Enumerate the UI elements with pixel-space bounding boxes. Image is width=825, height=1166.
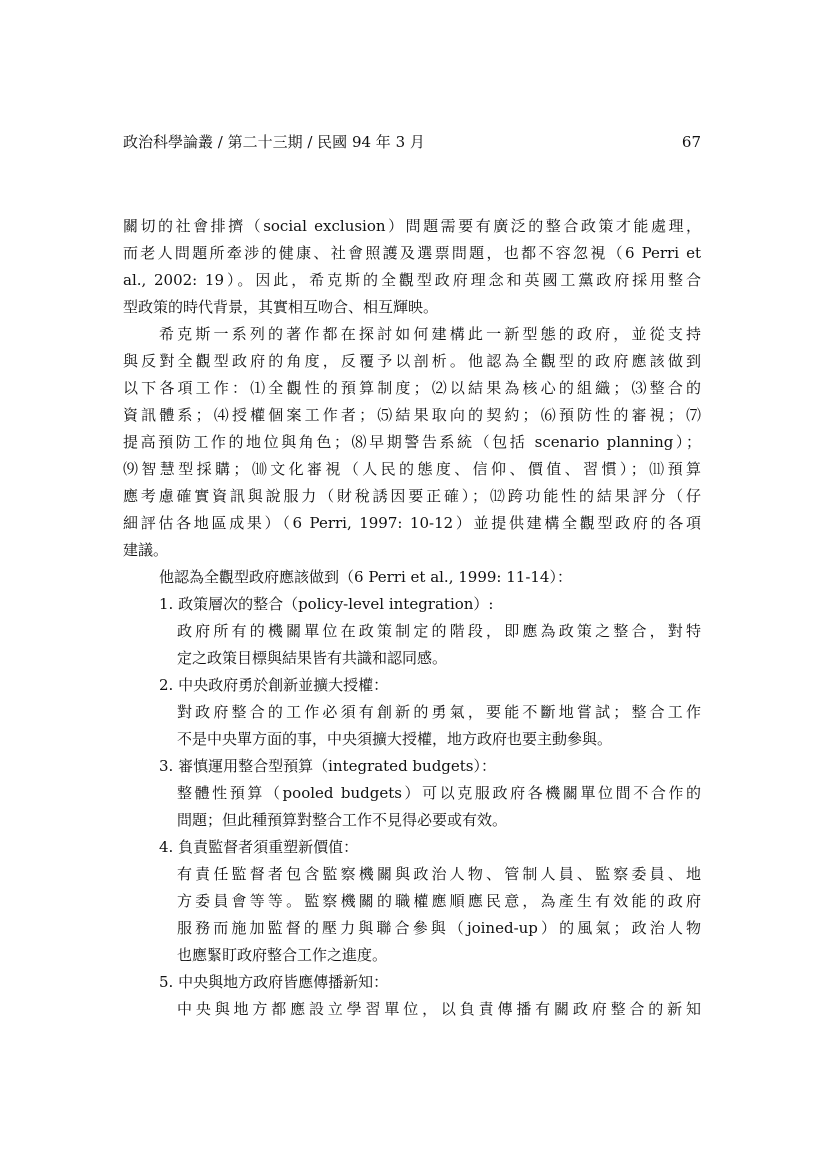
text-line: al., 2002: 19）。因此，希克斯的全觀型政府理念和英國工黨政府採用整合 — [123, 271, 701, 289]
text-line: 以下各項工作：⑴全觀性的預算制度；⑵以結果為核心的組織；⑶整合的 — [123, 379, 701, 397]
body-text — [123, 213, 701, 1023]
text-line: 服務而施加監督的壓力與聯合參與（joined-up）的風氣；政治人物 — [177, 919, 701, 937]
text-line: 應考慮確實資訊與說服力（財稅誘因要正確）；⑿跨功能性的結果評分（仔 — [123, 487, 701, 505]
text-line: 他認為全觀型政府應該做到（6 Perri et al., 1999: 11-14）： — [159, 568, 572, 586]
text-line: 政府所有的機關單位在政策制定的階段，即應為政策之整合，對特 — [177, 622, 701, 640]
list-item-4 — [123, 834, 701, 969]
list-item-2 — [123, 672, 701, 753]
text-line: 細評估各地區成果）（6 Perri, 1997: 10-12）並提供建構全觀型政府的各項 — [123, 514, 701, 532]
text-line: ⑼智慧型採購；⑽文化審視（人民的態度、信仰、價值、習慣）；⑾預算 — [123, 460, 701, 478]
list-item-heading: 3. 審慎運用整合型預算（integrated budgets）： — [159, 757, 497, 775]
text-line: 不是中央單方面的事，中央須擴大授權，地方政府也要主動參與。 — [177, 730, 613, 748]
text-line: 提高預防工作的地位與角色；⑻早期警告系統（包括 scenario planning）； — [123, 433, 701, 451]
text-line: 定之政策目標與結果皆有共識和認同感。 — [177, 649, 448, 667]
text-line: 有責任監督者包含監察機關與政治人物、管制人員、監察委員、地 — [177, 865, 701, 883]
text-line: 資訊體系；⑷授權個案工作者；⑸結果取向的契約；⑹預防性的審視；⑺ — [123, 406, 701, 424]
text-line: 中央與地方都應設立學習單位，以負責傳播有關政府整合的新知 — [177, 1000, 701, 1018]
page-number: 67 — [681, 133, 701, 151]
list-item-3 — [123, 753, 701, 834]
text-line: 方委員會等等。監察機關的職權應順應民意，為產生有效能的政府 — [177, 892, 701, 910]
paragraph-1 — [123, 213, 701, 321]
list-item-heading: 2. 中央政府勇於創新並擴大授權： — [159, 676, 389, 694]
text-line: 與反對全觀型政府的角度，反覆予以剖析。他認為全觀型的政府應該做到 — [123, 352, 701, 370]
text-line: 整體性預算（pooled budgets）可以克服政府各機關單位間不合作的 — [177, 784, 701, 802]
list-item-heading: 5. 中央與地方政府皆應傳播新知： — [159, 973, 389, 991]
paragraph-2 — [123, 321, 701, 564]
running-title: 政治科學論叢 / 第二十三期 / 民國 94 年 3 月 — [123, 133, 425, 151]
text-line: 建議。 — [123, 541, 169, 559]
paragraph-3 — [123, 564, 701, 591]
text-line: 而老人問題所牽涉的健康、社會照護及選票問題，也都不容忽視（6 Perri et — [123, 244, 701, 262]
running-header — [123, 131, 701, 153]
list-item-heading: 1. 政策層次的整合（policy-level integration）: — [159, 595, 494, 613]
text-line: 關切的社會排擠（social exclusion）問題需要有廣泛的整合政策才能處理， — [123, 217, 701, 235]
text-line: 問題；但此種預算對整合工作不見得必要或有效。 — [177, 811, 508, 829]
list-item-1 — [123, 591, 701, 672]
list-item-5 — [123, 969, 701, 1023]
text-line: 希克斯一系列的著作都在探討如何建構此一新型態的政府，並從支持 — [159, 325, 701, 343]
text-line: 對政府整合的工作必須有創新的勇氣，要能不斷地嘗試；整合工作 — [177, 703, 701, 721]
list-item-heading: 4. 負責監督者須重塑新價值： — [159, 838, 359, 856]
text-line: 也應緊盯政府整合工作之進度。 — [177, 946, 388, 964]
text-line: 型政策的時代背景，其實相互吻合、相互輝映。 — [123, 298, 439, 316]
